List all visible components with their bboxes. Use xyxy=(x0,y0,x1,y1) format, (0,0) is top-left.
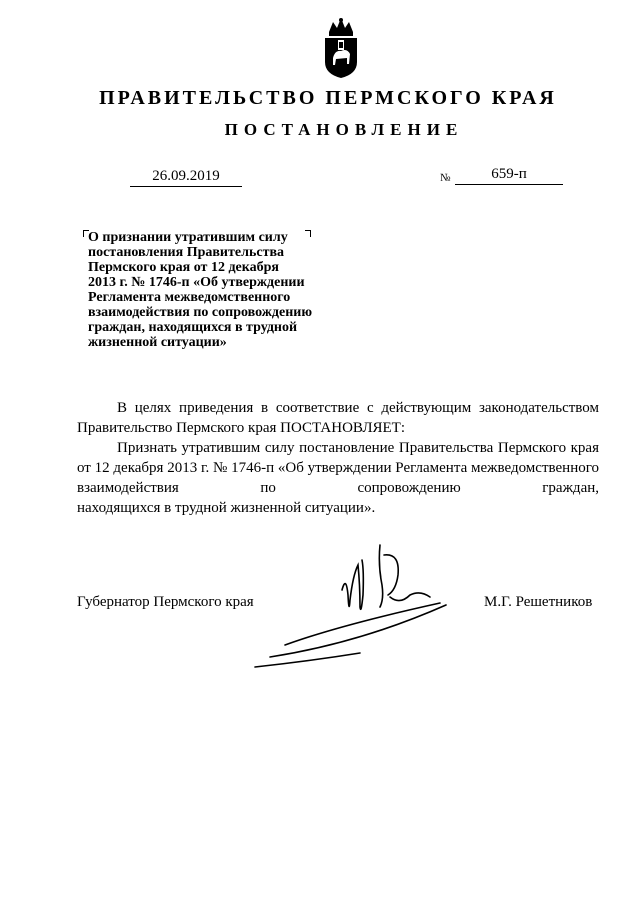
document-type: ПОСТАНОВЛЕНИЕ xyxy=(224,120,464,139)
signatory-name: М.Г. Решетников xyxy=(484,594,593,610)
signatory-role: Губернатор Пермского края xyxy=(77,594,254,610)
subject-line: О признании утратившим силу xyxy=(88,230,288,245)
body-paragraph-2: Признать утратившим силу постановление Правительства Пермского края от 12 декабря 2013 г. № 1746-п «Об утверждении Регламента межведомственного взаимодействия по сопровождению граждан, xyxy=(77,440,599,496)
signature-icon xyxy=(250,535,450,680)
coat-of-arms-icon xyxy=(321,14,361,80)
number-label: № xyxy=(440,172,451,184)
subject-line: 2013 г. № 1746-п «Об утверждении xyxy=(88,275,305,290)
subject-line: постановления Правительства xyxy=(88,245,284,260)
subject-line: жизненной ситуации» xyxy=(88,335,227,350)
document-date: 26.09.2019 xyxy=(130,168,242,187)
organization-title: ПРАВИТЕЛЬСТВО ПЕРМСКОГО КРАЯ xyxy=(99,87,557,109)
document-body xyxy=(77,398,599,518)
body-paragraph-1-line-1: В целях приведения в соответствие с действующим законодательством xyxy=(117,400,599,416)
subject-line: Пермского края от 12 декабря xyxy=(88,260,279,275)
body-paragraph-2-end: находящихся в трудной жизненной ситуации». xyxy=(77,500,376,516)
document-number: 659-п xyxy=(455,166,563,185)
body-paragraph-1-line-2: Правительство Пермского края ПОСТАНОВЛЯЕТ: xyxy=(77,420,406,436)
subject-line: граждан, находящихся в трудной xyxy=(88,320,298,335)
document-subject xyxy=(88,230,358,350)
subject-line: Регламента межведомственного xyxy=(88,290,291,305)
subject-line: взаимодействия по сопровождению xyxy=(88,305,313,320)
